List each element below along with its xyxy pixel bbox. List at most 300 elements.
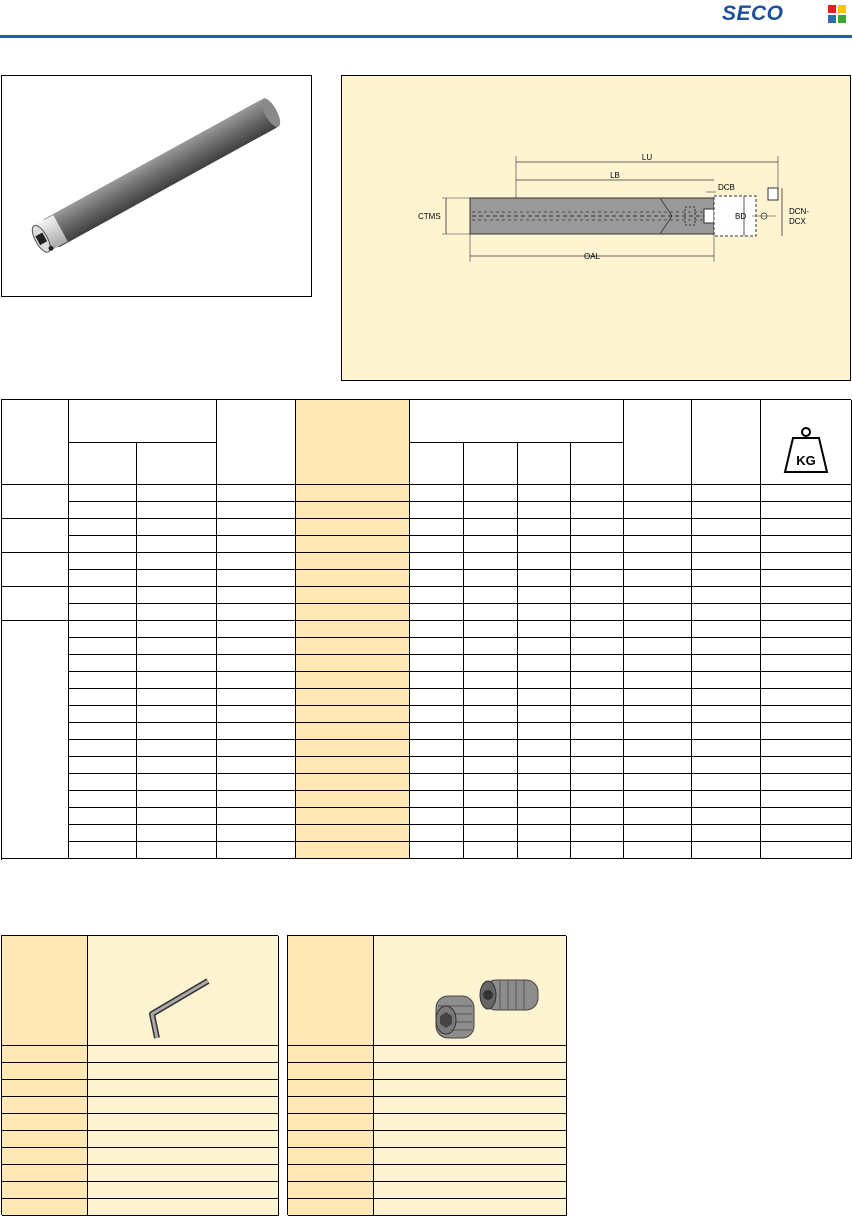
table-cell <box>410 621 464 638</box>
table-cell <box>137 791 217 808</box>
table-cell <box>761 842 852 859</box>
table-cell <box>571 502 624 519</box>
table-cell <box>137 842 217 859</box>
table-cell <box>761 621 852 638</box>
header-cell <box>137 443 217 485</box>
table-cell <box>518 570 571 587</box>
table-cell <box>217 553 296 570</box>
table-cell <box>217 536 296 553</box>
table-cell <box>464 604 518 621</box>
table-cell <box>296 587 410 604</box>
logo-text: SECO <box>722 2 784 25</box>
table-cell <box>761 519 852 536</box>
product-photo <box>1 75 312 297</box>
table-cell <box>761 706 852 723</box>
table-cell <box>69 604 137 621</box>
table-cell <box>571 553 624 570</box>
table-cell <box>410 655 464 672</box>
table-cell <box>410 485 464 502</box>
weight-icon <box>761 400 851 484</box>
table-cell <box>464 638 518 655</box>
label-ctms: CTMS <box>418 212 441 221</box>
table-cell <box>464 740 518 757</box>
table-cell <box>464 825 518 842</box>
header-rule <box>0 35 852 38</box>
table-cell <box>464 672 518 689</box>
label-oal: OAL <box>583 252 601 261</box>
table-cell <box>137 825 217 842</box>
table-cell <box>624 485 692 502</box>
table-cell <box>410 536 464 553</box>
table-cell <box>571 519 624 536</box>
table-cell <box>624 706 692 723</box>
table-cell <box>410 808 464 825</box>
label-lu: LU <box>641 153 653 162</box>
table-cell <box>410 757 464 774</box>
seco-logo <box>718 2 852 24</box>
table-cell <box>464 791 518 808</box>
table-cell <box>137 723 217 740</box>
table-cell <box>571 774 624 791</box>
acc-cell <box>88 1199 279 1216</box>
table-cell <box>624 808 692 825</box>
allen-key-cell <box>88 936 279 1046</box>
table-cell <box>464 570 518 587</box>
table-cell <box>296 706 410 723</box>
acc-cell <box>2 1165 88 1182</box>
table-cell <box>217 621 296 638</box>
acc-cell <box>2 1182 88 1199</box>
table-cell <box>518 621 571 638</box>
table-cell <box>296 791 410 808</box>
table-cell <box>464 502 518 519</box>
table-cell <box>518 723 571 740</box>
table-cell <box>761 757 852 774</box>
table-cell <box>137 519 217 536</box>
table-cell <box>518 536 571 553</box>
table-cell <box>761 808 852 825</box>
table-cell <box>217 791 296 808</box>
table-cell <box>296 621 410 638</box>
acc-cell <box>288 1097 374 1114</box>
table-cell <box>624 842 692 859</box>
acc-header-cell <box>288 936 374 1046</box>
table-cell <box>624 791 692 808</box>
acc-cell <box>288 1148 374 1165</box>
acc-cell <box>374 1114 567 1131</box>
table-cell <box>217 757 296 774</box>
acc-cell <box>288 1199 374 1216</box>
group-cell <box>2 553 69 587</box>
table-cell <box>296 638 410 655</box>
table-cell <box>692 502 761 519</box>
label-bd: BD <box>735 212 747 221</box>
table-cell <box>518 825 571 842</box>
table-cell <box>217 655 296 672</box>
table-cell <box>410 570 464 587</box>
table-cell <box>217 570 296 587</box>
set-screw-icon <box>374 936 566 1045</box>
table-cell <box>624 587 692 604</box>
table-cell <box>692 774 761 791</box>
table-cell <box>137 672 217 689</box>
table-cell <box>761 655 852 672</box>
table-cell <box>624 825 692 842</box>
table-cell <box>624 672 692 689</box>
table-cell <box>571 570 624 587</box>
acc-cell <box>88 1148 279 1165</box>
table-cell <box>464 655 518 672</box>
table-cell <box>69 519 137 536</box>
table-cell <box>692 842 761 859</box>
table-cell <box>69 638 137 655</box>
acc-cell <box>88 1046 279 1063</box>
table-cell <box>410 791 464 808</box>
acc-cell <box>88 1131 279 1148</box>
table-cell <box>410 723 464 740</box>
header-cell-highlight <box>296 400 410 485</box>
table-cell <box>69 689 137 706</box>
table-cell <box>624 536 692 553</box>
set-screw-cell <box>374 936 567 1046</box>
table-cell <box>296 808 410 825</box>
table-cell <box>518 553 571 570</box>
table-cell <box>624 519 692 536</box>
table-cell <box>137 689 217 706</box>
acc-cell <box>288 1063 374 1080</box>
table-cell <box>518 655 571 672</box>
table-cell <box>217 723 296 740</box>
header-cell <box>410 443 464 485</box>
table-cell <box>692 570 761 587</box>
table-cell <box>692 706 761 723</box>
table-cell <box>69 774 137 791</box>
table-cell <box>296 570 410 587</box>
acc-cell <box>88 1165 279 1182</box>
table-cell <box>69 570 137 587</box>
acc-cell <box>88 1182 279 1199</box>
table-cell <box>296 502 410 519</box>
table-cell <box>692 485 761 502</box>
table-cell <box>692 672 761 689</box>
table-cell <box>217 638 296 655</box>
acc-cell <box>374 1080 567 1097</box>
table-cell <box>464 519 518 536</box>
table-cell <box>761 672 852 689</box>
table-cell <box>761 774 852 791</box>
table-cell <box>692 808 761 825</box>
table-cell <box>296 604 410 621</box>
table-cell <box>464 485 518 502</box>
table-cell <box>692 757 761 774</box>
table-cell <box>518 587 571 604</box>
table-cell <box>296 689 410 706</box>
table-cell <box>137 553 217 570</box>
table-cell <box>464 757 518 774</box>
dimension-drawing <box>342 76 850 380</box>
table-cell <box>410 587 464 604</box>
table-cell <box>137 638 217 655</box>
table-cell <box>137 604 217 621</box>
table-cell <box>296 774 410 791</box>
header-cell <box>624 400 692 485</box>
table-cell <box>571 740 624 757</box>
table-cell <box>410 825 464 842</box>
table-cell <box>518 502 571 519</box>
acc-cell <box>288 1165 374 1182</box>
table-cell <box>571 655 624 672</box>
table-cell <box>217 825 296 842</box>
table-cell <box>518 757 571 774</box>
table-cell <box>464 808 518 825</box>
table-cell <box>624 774 692 791</box>
table-cell <box>69 485 137 502</box>
table-cell <box>217 604 296 621</box>
table-cell <box>296 740 410 757</box>
label-dcx: DCX <box>789 217 806 226</box>
table-cell <box>296 536 410 553</box>
acc-cell <box>2 1199 88 1216</box>
table-cell <box>296 485 410 502</box>
table-cell <box>571 842 624 859</box>
table-cell <box>410 842 464 859</box>
acc-cell <box>374 1063 567 1080</box>
acc-cell <box>2 1063 88 1080</box>
table-cell <box>410 774 464 791</box>
table-cell <box>217 519 296 536</box>
table-cell <box>518 638 571 655</box>
table-cell <box>137 774 217 791</box>
acc-cell <box>288 1114 374 1131</box>
table-cell <box>217 842 296 859</box>
table-cell <box>464 774 518 791</box>
table-cell <box>692 553 761 570</box>
acc-cell <box>2 1114 88 1131</box>
table-cell <box>761 825 852 842</box>
label-dcn: DCN- <box>789 207 809 216</box>
table-cell <box>464 587 518 604</box>
table-cell <box>296 723 410 740</box>
table-cell <box>624 570 692 587</box>
table-cell <box>217 672 296 689</box>
header-cell <box>410 400 624 443</box>
table-cell <box>217 774 296 791</box>
table-cell <box>518 706 571 723</box>
table-cell <box>137 655 217 672</box>
table-cell <box>69 502 137 519</box>
table-cell <box>692 825 761 842</box>
label-dcb: DCB <box>718 183 735 192</box>
table-cell <box>296 757 410 774</box>
acc-cell <box>2 1080 88 1097</box>
acc-cell <box>2 1046 88 1063</box>
table-cell <box>571 723 624 740</box>
label-lb: LB <box>610 171 620 180</box>
table-cell <box>571 485 624 502</box>
table-cell <box>410 689 464 706</box>
table-cell <box>692 689 761 706</box>
acc-cell <box>88 1114 279 1131</box>
table-cell <box>518 791 571 808</box>
table-cell <box>410 519 464 536</box>
table-cell <box>571 808 624 825</box>
acc-cell <box>374 1097 567 1114</box>
table-cell <box>137 808 217 825</box>
table-cell <box>624 638 692 655</box>
table-cell <box>217 485 296 502</box>
table-cell <box>571 604 624 621</box>
boring-bar-illustration <box>2 76 311 296</box>
table-cell <box>624 723 692 740</box>
table-cell <box>761 536 852 553</box>
acc-cell <box>374 1182 567 1199</box>
table-cell <box>761 740 852 757</box>
acc-cell <box>2 1097 88 1114</box>
table-cell <box>571 672 624 689</box>
table-cell <box>137 740 217 757</box>
group-cell <box>2 587 69 621</box>
table-cell <box>571 757 624 774</box>
table-cell <box>217 587 296 604</box>
table-cell <box>217 740 296 757</box>
table-cell <box>69 706 137 723</box>
table-cell <box>410 604 464 621</box>
table-cell <box>69 655 137 672</box>
table-cell <box>69 757 137 774</box>
acc-cell <box>2 1148 88 1165</box>
table-cell <box>761 502 852 519</box>
table-cell <box>69 536 137 553</box>
table-cell <box>692 536 761 553</box>
table-cell <box>410 638 464 655</box>
acc-cell <box>88 1097 279 1114</box>
table-cell <box>137 570 217 587</box>
table-cell <box>518 485 571 502</box>
product-table <box>1 399 851 860</box>
table-cell <box>761 553 852 570</box>
acc-cell <box>374 1165 567 1182</box>
table-cell <box>296 519 410 536</box>
table-cell <box>761 723 852 740</box>
table-cell <box>410 672 464 689</box>
acc-cell <box>88 1063 279 1080</box>
acc-cell <box>374 1046 567 1063</box>
table-cell <box>464 689 518 706</box>
table-cell <box>518 808 571 825</box>
table-cell <box>518 774 571 791</box>
table-cell <box>692 587 761 604</box>
table-cell <box>624 689 692 706</box>
table-cell <box>624 740 692 757</box>
table-cell <box>217 502 296 519</box>
acc-cell <box>288 1131 374 1148</box>
table-cell <box>571 638 624 655</box>
table-cell <box>464 553 518 570</box>
table-cell <box>137 706 217 723</box>
table-cell <box>410 502 464 519</box>
table-cell <box>69 791 137 808</box>
table-cell <box>137 621 217 638</box>
table-cell <box>137 485 217 502</box>
table-cell <box>296 672 410 689</box>
acc-cell <box>288 1182 374 1199</box>
table-cell <box>137 536 217 553</box>
table-cell <box>217 808 296 825</box>
table-cell <box>571 536 624 553</box>
table-cell <box>518 689 571 706</box>
table-cell <box>624 757 692 774</box>
technical-diagram <box>341 75 851 381</box>
table-cell <box>69 808 137 825</box>
table-cell <box>761 587 852 604</box>
acc-header-cell <box>2 936 88 1046</box>
header-cell <box>692 400 761 485</box>
table-cell <box>410 740 464 757</box>
table-cell <box>761 791 852 808</box>
table-cell <box>692 655 761 672</box>
table-cell <box>217 706 296 723</box>
header-cell <box>2 400 69 485</box>
table-cell <box>624 502 692 519</box>
table-cell <box>692 791 761 808</box>
key-accessory-table <box>1 935 278 1215</box>
table-cell <box>296 553 410 570</box>
header-cell <box>464 443 518 485</box>
table-cell <box>464 706 518 723</box>
table-cell <box>296 655 410 672</box>
group-cell <box>2 621 69 859</box>
table-cell <box>518 842 571 859</box>
table-cell <box>217 689 296 706</box>
group-cell <box>2 485 69 519</box>
allen-key-icon <box>88 936 278 1045</box>
acc-cell <box>374 1148 567 1165</box>
acc-cell <box>2 1131 88 1148</box>
table-cell <box>69 825 137 842</box>
table-cell <box>692 740 761 757</box>
logo-squares <box>828 5 846 23</box>
table-cell <box>692 604 761 621</box>
header-cell <box>571 443 624 485</box>
table-cell <box>571 587 624 604</box>
table-cell <box>69 672 137 689</box>
acc-cell <box>374 1131 567 1148</box>
table-cell <box>410 706 464 723</box>
acc-cell <box>88 1080 279 1097</box>
table-cell <box>692 723 761 740</box>
table-cell <box>464 536 518 553</box>
table-cell <box>761 570 852 587</box>
table-cell <box>571 689 624 706</box>
table-cell <box>518 519 571 536</box>
table-cell <box>464 723 518 740</box>
table-cell <box>410 553 464 570</box>
table-cell <box>571 791 624 808</box>
table-cell <box>69 553 137 570</box>
acc-cell <box>288 1080 374 1097</box>
header-cell <box>69 443 137 485</box>
table-cell <box>624 553 692 570</box>
table-cell <box>69 587 137 604</box>
header-cell <box>217 400 296 485</box>
table-cell <box>761 604 852 621</box>
table-cell <box>69 621 137 638</box>
table-cell <box>296 842 410 859</box>
acc-cell <box>288 1046 374 1063</box>
table-cell <box>624 621 692 638</box>
table-cell <box>761 689 852 706</box>
header-cell <box>69 400 217 443</box>
